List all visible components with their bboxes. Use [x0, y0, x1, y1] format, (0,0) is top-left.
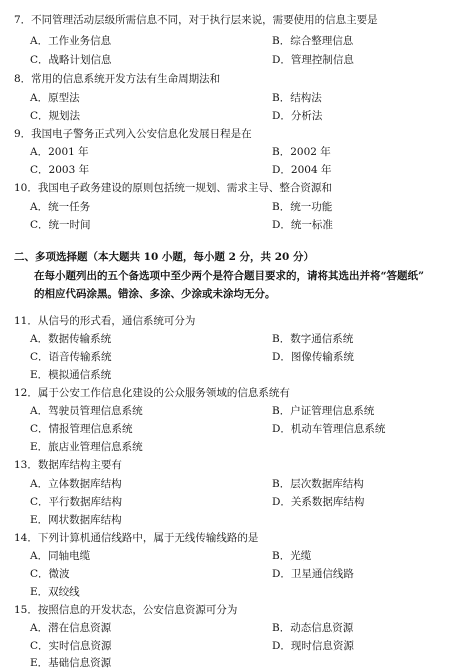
q14-option-b: B．光缆	[272, 550, 312, 562]
section-2-instruction-line-1: 在每小题列出的五个备选项中至少两个是符合题目要求的，请将其选出并将“答题纸”	[34, 270, 425, 282]
q10-option-b: B．统一功能	[272, 201, 333, 213]
q7-option-a: A．工作业务信息	[30, 35, 112, 47]
q14-option-c: C．微波	[30, 568, 70, 580]
q14-option-a: A．同轴电缆	[30, 550, 91, 562]
q10-option-d: D．统一标准	[272, 219, 333, 231]
question-9-stem: 9．我国电子警务正式列入公安信息化发展日程是在	[14, 128, 252, 140]
q10-option-a: A．统一任务	[30, 201, 91, 213]
question-8-stem: 8．常用的信息系统开发方法有生命周期法和	[14, 73, 221, 85]
q12-option-e: E．旅店业管理信息系统	[30, 441, 143, 453]
q12-option-c: C．情报管理信息系统	[30, 423, 133, 435]
q15-option-a: A．潜在信息资源	[30, 622, 112, 634]
q13-option-e: E．网状数据库结构	[30, 514, 122, 526]
q11-option-b: B．数字通信系统	[272, 333, 354, 345]
q15-option-e: E．基础信息资源	[30, 657, 112, 669]
q11-option-a: A．数据传输系统	[30, 333, 112, 345]
q13-option-b: B．层次数据库结构	[272, 478, 364, 490]
q14-option-e: E．双绞线	[30, 586, 80, 598]
q12-option-d: D．机动车管理信息系统	[272, 423, 386, 435]
q13-option-d: D．关系数据库结构	[272, 496, 365, 508]
q14-option-d: D．卫星通信线路	[272, 568, 354, 580]
q7-option-b: B．综合整理信息	[272, 35, 354, 47]
q11-option-d: D．图像传输系统	[272, 351, 354, 363]
q15-option-c: C．实时信息资源	[30, 640, 112, 652]
question-10-stem: 10．我国电子政务建设的原则包括统一规划、需求主导、整合资源和	[14, 182, 332, 194]
question-7-stem: 7．不同管理活动层级所需信息不同，对于执行层来说，需要使用的信息主要是	[14, 14, 378, 26]
q15-option-b: B．动态信息资源	[272, 622, 354, 634]
q8-option-d: D．分析法	[272, 110, 323, 122]
section-2-instruction-line-2: 的相应代码涂黑。错涂、多涂、少涂或未涂均无分。	[34, 288, 276, 300]
q11-option-e: E．模拟通信系统	[30, 369, 112, 381]
question-15-stem: 15．按照信息的开发状态，公安信息资源可分为	[14, 604, 238, 616]
q11-option-c: C．语音传输系统	[30, 351, 112, 363]
q8-option-a: A．原型法	[30, 92, 80, 104]
question-11-stem: 11．从信号的形式看，通信系统可分为	[14, 315, 196, 327]
q8-option-c: C．规划法	[30, 110, 81, 122]
section-2-heading: 二、多项选择题（本大题共 10 小题，每小题 2 分，共 20 分）	[14, 251, 314, 263]
q9-option-b: B．2002 年	[272, 146, 331, 158]
q12-option-a: A．驾驶员管理信息系统	[30, 405, 143, 417]
q9-option-c: C．2003 年	[30, 164, 90, 176]
q7-option-d: D．管理控制信息	[272, 54, 354, 66]
q10-option-c: C．统一时间	[30, 219, 91, 231]
q13-option-a: A．立体数据库结构	[30, 478, 122, 490]
q12-option-b: B．户证管理信息系统	[272, 405, 375, 417]
q7-option-c: C．战略计划信息	[30, 54, 112, 66]
question-13-stem: 13．数据库结构主要有	[14, 459, 122, 471]
q8-option-b: B．结构法	[272, 92, 322, 104]
q9-option-a: A．2001 年	[30, 146, 89, 158]
q15-option-d: D．现时信息资源	[272, 640, 354, 652]
q13-option-c: C．平行数据库结构	[30, 496, 123, 508]
question-14-stem: 14．下列计算机通信线路中，属于无线传输线路的是	[14, 532, 259, 544]
question-12-stem: 12．属于公安工作信息化建设的公众服务领域的信息系统有	[14, 387, 290, 399]
q9-option-d: D．2004 年	[272, 164, 332, 176]
